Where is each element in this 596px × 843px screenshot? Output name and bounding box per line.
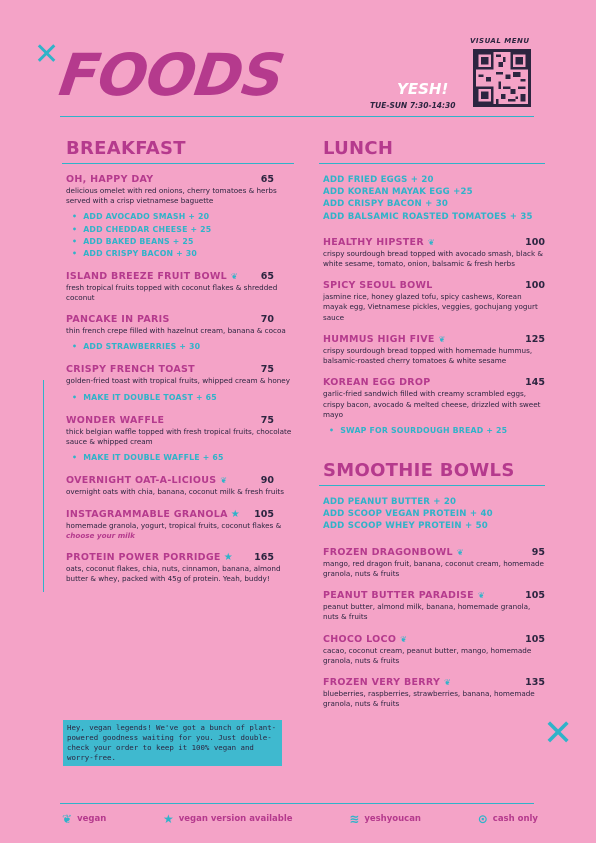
menu-item-price: 105 xyxy=(525,590,545,602)
leaf-icon: ❦ xyxy=(477,591,485,601)
addon-item: ADD BALSAMIC ROASTED TOMATOES + 35 xyxy=(323,211,533,222)
menu-item-header xyxy=(66,271,296,282)
addon-item: • MAKE IT DOUBLE TOAST + 65 xyxy=(72,392,296,404)
legend-footer xyxy=(62,812,538,826)
wifi-icon: ≋ xyxy=(349,812,360,826)
menu-item xyxy=(66,174,296,260)
menu-item-description-text: crispy sourdough bread topped with homemade hummus, balsamic-roasted cherry tomatoes & white sesame xyxy=(323,345,533,366)
vegan-note: Hey, vegan legends! We've got a bunch of plant-powered goodness waiting for you. Just double-check your order to keep it 100% vegan and worry-free. xyxy=(63,720,282,766)
leaf-icon: ❦ xyxy=(231,271,239,281)
menu-item xyxy=(66,475,296,497)
leaf-icon: ❦ xyxy=(62,812,73,826)
menu-item-name xyxy=(323,547,464,558)
menu-item-name xyxy=(323,634,407,645)
leaf-icon: ❦ xyxy=(456,547,464,557)
menu-item xyxy=(66,509,296,541)
menu-item-header xyxy=(66,509,296,520)
addon-item: • ADD AVOCADO SMASH + 20 xyxy=(72,211,296,223)
menu-item-name-text: OH, HAPPY DAY xyxy=(66,174,154,185)
menu-item-description-text: fresh tropical fruits topped with coconut flakes & shredded coconut xyxy=(66,282,278,302)
menu-item-description-highlight: choose your milk xyxy=(66,530,135,540)
menu-item-header xyxy=(66,475,296,486)
decorative-cross-icon: ✕ xyxy=(34,37,60,72)
legend-vegan: vegan xyxy=(77,814,107,824)
foods-logo: FOODS xyxy=(55,41,288,109)
menu-item-name xyxy=(323,334,446,345)
menu-item-description-text: overnight oats with chia, banana, coconut milk & fresh fruits xyxy=(66,487,284,497)
menu-item-description xyxy=(66,186,296,206)
star-icon: ★ xyxy=(230,508,241,520)
menu-item-price: 125 xyxy=(525,333,545,345)
menu-item-header xyxy=(323,634,545,645)
menu-item-description xyxy=(323,292,545,323)
menu-item xyxy=(323,334,545,366)
menu-item-name-text: HEALTHY HIPSTER xyxy=(323,236,424,248)
addon-item: • ADD BAKED BEANS + 25 xyxy=(72,236,296,248)
menu-item-name-text: KOREAN EGG DROP xyxy=(323,377,431,389)
addon-list xyxy=(72,341,296,353)
menu-item-description xyxy=(66,564,296,584)
section-divider xyxy=(319,163,545,164)
addon-item: ADD SCOOP WHEY PROTEIN + 50 xyxy=(323,521,488,532)
menu-item xyxy=(323,280,545,323)
addon-item: • ADD CHEDDAR CHEESE + 25 xyxy=(72,224,296,236)
menu-item-header xyxy=(66,314,296,325)
legend-cash: cash only xyxy=(492,814,538,824)
menu-item xyxy=(66,314,296,353)
menu-item-price: 65 xyxy=(260,270,274,282)
menu-item-price: 165 xyxy=(254,551,274,563)
menu-item-header xyxy=(66,415,296,426)
menu-item-name xyxy=(66,314,170,325)
leaf-icon: ❦ xyxy=(220,476,228,486)
menu-item-description xyxy=(66,487,296,497)
menu-item-description-text: peanut butter, almond milk, banana, homemade granola, nuts & fruits xyxy=(323,602,531,622)
menu-item xyxy=(323,377,545,437)
menu-item-description-text: garlic-fried sandwich filled with creamy scrambled eggs, crispy bacon, avocado & melted cheese, drizzled with sweet mayo xyxy=(323,389,541,419)
menu-item-header xyxy=(66,552,296,563)
brand-name: YESH! xyxy=(397,80,449,98)
visual-menu-label: VISUAL MENU xyxy=(470,37,530,45)
menu-item-name-text: CRISPY FRENCH TOAST xyxy=(66,364,195,376)
menu-item xyxy=(323,590,545,622)
menu-item-price: 135 xyxy=(525,677,545,688)
addon-item: ADD FRIED EGGS + 20 xyxy=(323,175,434,185)
opening-hours: TUE-SUN 7:30-14:30 xyxy=(370,101,456,110)
section-title-smoothie: SMOOTHIE BOWLS xyxy=(323,460,515,482)
menu-item-price: 100 xyxy=(525,280,545,292)
menu-item-description-text: delicious omelet with red onions, cherry tomatoes & herbs served with a crisp vietnamese baguette xyxy=(66,186,277,206)
menu-item-name xyxy=(323,280,433,291)
cash-icon: ⊙ xyxy=(477,812,488,826)
menu-item-description-text: thin french crepe filled with hazelnut cream, banana & cocoa xyxy=(66,326,286,336)
menu-item-name xyxy=(323,377,431,388)
menu-item-header xyxy=(66,174,296,185)
menu-item-name-text: SPICY SEOUL BOWL xyxy=(323,280,433,292)
menu-item-header xyxy=(66,364,296,375)
menu-item-header xyxy=(323,547,545,558)
menu-item-name-text: PROTEIN POWER PORRIDGE xyxy=(66,551,221,563)
addon-item: ADD KOREAN MAYAK EGG +25 xyxy=(323,187,473,198)
smoothie-addons xyxy=(323,496,545,533)
menu-item-description xyxy=(323,559,545,579)
menu-item-name xyxy=(66,552,233,563)
menu-item-price: 145 xyxy=(525,377,545,389)
menu-item-description xyxy=(323,602,545,622)
menu-item-description-text: mango, red dragon fruit, banana, coconut cream, homemade granola, nuts & fruits xyxy=(323,558,544,578)
menu-item-description xyxy=(323,689,545,709)
addon-list xyxy=(329,425,545,437)
menu-item-description xyxy=(323,249,545,269)
menu-item-price: 75 xyxy=(260,414,274,426)
menu-item xyxy=(323,237,545,269)
menu-item-description xyxy=(66,427,296,447)
addon-item: • ADD STRAWBERRIES + 30 xyxy=(72,341,296,353)
addon-item: ADD SCOOP VEGAN PROTEIN + 40 xyxy=(323,509,493,520)
menu-item-description-text: blueberries, raspberries, strawberries, banana, homemade granola, nuts & fruits xyxy=(323,689,535,709)
addon-item: ADD CRISPY BACON + 30 xyxy=(323,199,449,210)
menu-item-name-text: PANCAKE IN PARIS xyxy=(66,314,170,326)
menu-item-name xyxy=(66,364,195,375)
menu-item-header xyxy=(323,237,545,248)
menu-item-name xyxy=(323,237,435,248)
smoothie-items xyxy=(323,547,545,710)
star-icon: ★ xyxy=(223,551,233,563)
menu-item-description-text: homemade granola, yogurt, tropical fruits, coconut flakes & xyxy=(66,520,282,530)
menu-item-name-text: CHOCO LOCO xyxy=(323,633,397,645)
lunch-section xyxy=(323,138,545,720)
menu-item-price: 95 xyxy=(531,546,545,558)
menu-item-price: 90 xyxy=(260,475,274,487)
addon-list xyxy=(72,392,296,404)
menu-item-name xyxy=(66,271,238,282)
star-icon: ★ xyxy=(162,812,174,826)
addon-list xyxy=(72,452,296,464)
footer-divider xyxy=(60,803,534,804)
menu-item-name xyxy=(66,174,153,185)
header-divider xyxy=(60,116,534,117)
menu-item-price: 105 xyxy=(525,633,545,645)
menu-item-name xyxy=(66,475,227,486)
menu-item-name-text: ISLAND BREEZE FRUIT BOWL xyxy=(66,270,228,282)
lunch-items xyxy=(323,237,545,437)
menu-item-description-text: golden-fried toast with tropical fruits, whipped cream & honey xyxy=(66,376,290,386)
qr-code-icon[interactable] xyxy=(473,49,531,107)
menu-item-name xyxy=(323,590,485,601)
breakfast-section xyxy=(66,138,296,595)
leaf-icon: ❦ xyxy=(427,237,435,247)
menu-item xyxy=(66,552,296,584)
decorative-line xyxy=(43,380,44,592)
menu-item-description-text: crispy sourdough bread topped with avocado smash, black & white sesame, tomato, onion, balsamic & fresh herbs xyxy=(323,248,544,269)
addon-item: • MAKE IT DOUBLE WAFFLE + 65 xyxy=(72,452,296,464)
leaf-icon: ❦ xyxy=(444,678,452,687)
menu-item-description-text: thick belgian waffle topped with fresh tropical fruits, chocolate sauce & whipped cream xyxy=(66,426,292,446)
addon-item: • SWAP FOR SOURDOUGH BREAD + 25 xyxy=(329,425,545,437)
menu-item-name-text: FROZEN VERY BERRY xyxy=(323,677,441,688)
menu-item-header xyxy=(323,280,545,291)
menu-item xyxy=(66,271,296,303)
menu-item-description-text: oats, coconut flakes, chia, nuts, cinnamon, banana, almond butter & whey, packed with 45g of protein. Yeah, buddy! xyxy=(66,563,281,584)
menu-item-header xyxy=(323,677,545,688)
menu-item-name-text: WONDER WAFFLE xyxy=(66,414,165,426)
section-title-lunch: LUNCH xyxy=(323,138,394,159)
breakfast-items xyxy=(66,174,296,584)
menu-item xyxy=(323,677,545,709)
menu-item-name xyxy=(66,415,164,426)
decorative-cross-icon: ✕ xyxy=(543,713,574,754)
menu-item-header xyxy=(323,590,545,601)
menu-item-description xyxy=(66,376,296,386)
menu-item-name-text: INSTAGRAMMABLE GRANOLA xyxy=(66,508,228,520)
menu-item-description xyxy=(66,521,296,541)
menu-item-name-text: OVERNIGHT OAT-A-LICIOUS xyxy=(66,475,217,487)
menu-item-name-text: HUMMUS HIGH FIVE xyxy=(323,333,435,345)
menu-item-description xyxy=(323,646,545,666)
menu-item-name xyxy=(66,509,240,520)
leaf-icon: ❦ xyxy=(400,634,408,644)
section-divider xyxy=(62,163,294,164)
menu-item-price: 105 xyxy=(254,508,274,520)
addon-list xyxy=(72,211,296,259)
menu-item xyxy=(323,547,545,579)
section-divider xyxy=(319,485,545,486)
menu-item-description xyxy=(323,346,545,366)
menu-item-price: 100 xyxy=(525,236,545,248)
menu-item xyxy=(66,364,296,403)
menu-item-name-text: FROZEN DRAGONBOWL xyxy=(323,546,453,558)
menu-item-description-text: cacao, coconut cream, peanut butter, mango, homemade granola, nuts & fruits xyxy=(323,645,532,665)
section-title-breakfast: BREAKFAST xyxy=(66,138,186,159)
menu-item-name-text: PEANUT BUTTER PARADISE xyxy=(323,590,474,602)
menu-item-description xyxy=(66,283,296,303)
legend-vegan-available: vegan version available xyxy=(178,814,293,824)
menu-item xyxy=(323,634,545,666)
legend-wifi: yeshyoucan xyxy=(364,814,421,824)
leaf-icon: ❦ xyxy=(438,334,446,344)
menu-item-description xyxy=(66,326,296,336)
menu-item-description xyxy=(323,389,545,420)
menu-item-header xyxy=(323,377,545,388)
menu-item-price: 75 xyxy=(260,364,274,376)
menu-item-description-text: jasmine rice, honey glazed tofu, spicy cashews, Korean mayak egg, Vietnamese pickles, veggies, gochujang yogurt sauce xyxy=(323,292,538,322)
menu-item-price: 70 xyxy=(260,314,274,326)
lunch-addons xyxy=(323,174,545,223)
menu-item-header xyxy=(323,334,545,345)
menu-item-price: 65 xyxy=(260,174,274,185)
menu-item xyxy=(66,415,296,465)
addon-item: • ADD CRISPY BACON + 30 xyxy=(72,248,296,260)
menu-item-name xyxy=(323,677,451,688)
addon-item: ADD PEANUT BUTTER + 20 xyxy=(323,497,457,508)
